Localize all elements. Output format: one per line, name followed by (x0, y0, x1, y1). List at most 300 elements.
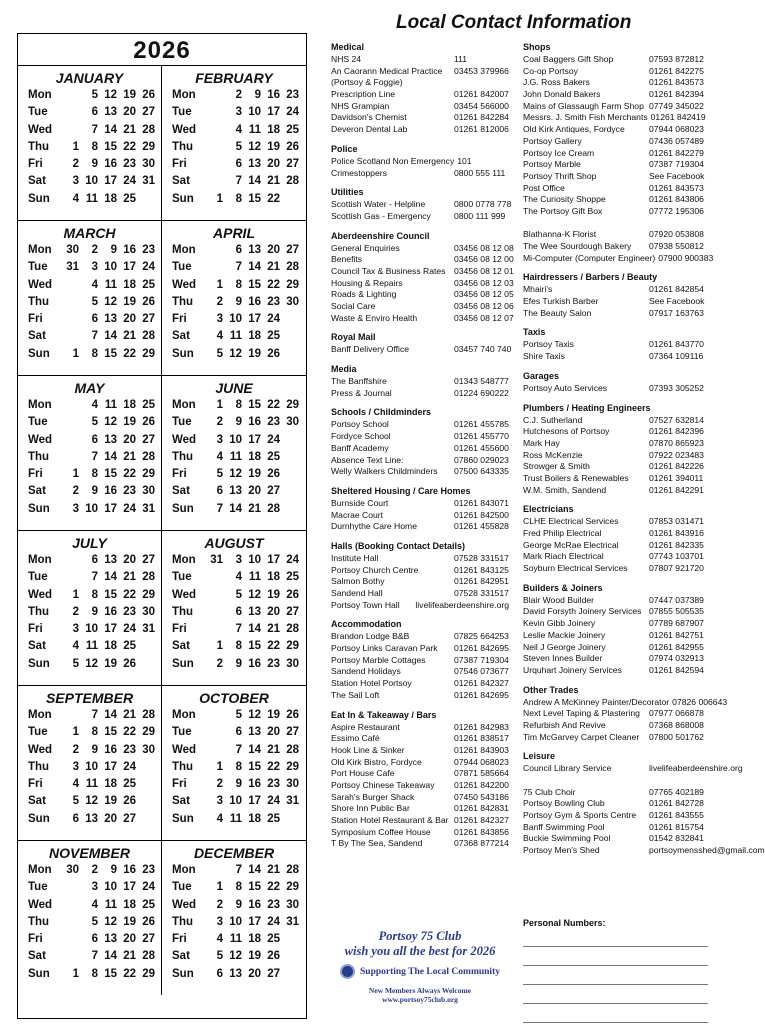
contact-number: 07825 664253 (454, 631, 509, 642)
date-cell: 25 (286, 571, 299, 584)
date-cell: 20 (248, 967, 261, 980)
date-cell (60, 948, 79, 965)
date-cell: 30 (66, 244, 79, 256)
date-cell: 1 (216, 399, 223, 411)
contact-number: 101 (457, 155, 472, 166)
weekday-label: Fri (28, 778, 43, 791)
date-cell: 28 (286, 261, 299, 274)
date-cell: 4 (72, 640, 79, 653)
date-cell: 2 (216, 295, 223, 308)
contact-number: 01261 455770 (454, 431, 509, 442)
date-cell: 9 (235, 898, 242, 911)
date-cell: 7 (91, 571, 98, 584)
date-cell: 15 (248, 881, 261, 894)
date-cell: 25 (142, 278, 155, 291)
contact-number: 03456 08 12 08 (454, 242, 514, 253)
week-day-row (18, 742, 161, 759)
year-calendar (17, 33, 307, 1019)
weekday-label: Wed (172, 433, 197, 446)
week-day-row (162, 914, 306, 931)
date-cell: 23 (267, 778, 280, 791)
date-cell: 23 (142, 864, 155, 876)
date-cell: 11 (85, 640, 98, 653)
contact-number: 01261 842594 (649, 664, 704, 675)
date-cell: 18 (123, 278, 136, 291)
contact-number: 07944 068023 (454, 756, 509, 767)
date-cell: 16 (248, 416, 261, 429)
date-cell: 30 (142, 158, 155, 171)
date-cell: 25 (286, 123, 299, 136)
contact-name: Sarah's Burger Shack (331, 791, 415, 802)
contact-entry (331, 156, 509, 168)
date-cell: 29 (142, 140, 155, 153)
contact-section (331, 331, 512, 356)
contact-number: 07749 345022 (649, 100, 704, 111)
contact-number: 01261 842284 (454, 112, 509, 123)
weekday-label: Tue (172, 416, 192, 429)
date-cell: 30 (286, 898, 299, 911)
contact-name: Portsoy Men's Shed (523, 845, 600, 856)
contact-number: 01261 842854 (649, 284, 704, 295)
date-cell (204, 862, 223, 879)
date-cell: 3 (216, 433, 223, 446)
date-cell: 14 (104, 709, 117, 721)
weekday-label: Fri (172, 468, 187, 481)
date-cell: 26 (286, 709, 299, 721)
date-cell: 17 (104, 502, 117, 515)
date-cell: 11 (104, 278, 117, 291)
contact-number (451, 77, 509, 89)
contact-entry (331, 66, 509, 78)
weekday-label: Sun (172, 657, 194, 670)
date-cell: 24 (286, 554, 299, 566)
date-cell (136, 759, 155, 776)
date-cell: 5 (91, 89, 98, 101)
date-cell (60, 294, 79, 311)
date-cell: 9 (235, 657, 242, 670)
contact-entry (523, 136, 708, 148)
contact-entry (331, 588, 509, 600)
date-cell: 21 (123, 709, 136, 721)
date-cell: 30 (286, 295, 299, 308)
date-cell (136, 811, 155, 828)
date-cell: 10 (85, 175, 98, 188)
section-title: Hairdressers / Barbers / Beauty (523, 272, 658, 283)
contact-number: portsoymensshed@gmail.com (649, 845, 765, 856)
date-cell: 25 (267, 450, 280, 463)
date-cell: 6 (91, 313, 98, 326)
month-block (18, 220, 162, 375)
contact-entry (523, 66, 708, 78)
date-cell: 15 (104, 967, 117, 980)
date-cell: 18 (123, 399, 136, 411)
date-cell: 7 (216, 502, 223, 515)
contact-name: Portsoy Chinese Takeaway (331, 779, 435, 790)
date-cell: 29 (142, 726, 155, 739)
week-day-row (18, 483, 161, 500)
contact-name: Portsoy Ice Cream (523, 147, 595, 158)
contacts-column-left (331, 41, 514, 857)
club-notice (331, 929, 509, 1004)
date-cell: 20 (123, 313, 136, 326)
contact-name: C.J. Sutherland (523, 414, 583, 425)
week-day-row (162, 587, 306, 604)
date-cell: 16 (123, 864, 136, 876)
contact-entry (331, 643, 509, 655)
date-cell: 12 (104, 89, 117, 101)
date-cell: 16 (104, 605, 117, 618)
weekday-label: Mon (28, 89, 52, 101)
date-cell: 10 (104, 261, 117, 274)
section-title: Media (331, 364, 357, 375)
date-cell (280, 966, 299, 983)
date-cell: 5 (72, 795, 79, 808)
week-day-row (18, 897, 161, 914)
date-cell: 11 (248, 571, 261, 584)
date-cell: 17 (104, 760, 117, 773)
date-cell (280, 449, 299, 466)
contact-entry (523, 732, 708, 744)
contact-entry (523, 618, 708, 630)
personal-numbers-title: Personal Numbers: (523, 918, 606, 928)
contact-number: livelifeaberdeenshire.org (415, 599, 509, 610)
date-cell: 4 (91, 399, 98, 411)
date-cell: 23 (123, 605, 136, 618)
date-cell: 24 (267, 313, 280, 326)
date-cell: 10 (85, 623, 98, 636)
date-cell: 8 (91, 468, 98, 481)
club-banner (331, 964, 509, 979)
contact-entry (523, 540, 708, 552)
date-cell: 20 (104, 812, 117, 825)
week-day-row (162, 122, 306, 139)
date-cell (60, 449, 79, 466)
contact-entry (523, 77, 708, 89)
contact-entry (523, 485, 708, 497)
contact-number: 07974 032913 (649, 653, 704, 664)
contact-entry (523, 89, 708, 101)
calendar-grid (18, 65, 306, 995)
contact-section (331, 363, 509, 399)
contact-number: 01261 455785 (454, 419, 509, 430)
weekday-label: Sun (28, 812, 50, 825)
contact-number: 07368 868008 (649, 719, 704, 730)
date-cell: 8 (91, 347, 98, 360)
date-cell: 24 (286, 106, 299, 119)
date-cell (204, 604, 223, 621)
date-cell: 22 (267, 192, 280, 205)
date-cell: 9 (235, 416, 242, 429)
week-day-row (18, 414, 161, 431)
weekday-label: Fri (172, 778, 187, 791)
contact-number: 01224 690222 (454, 387, 509, 398)
contact-name: Blathanna-K Florist (523, 229, 597, 240)
date-cell: 17 (248, 915, 261, 928)
contact-entry (523, 763, 743, 775)
week-day-row (18, 931, 161, 948)
contact-name: (Portsoy & Foggie) (331, 77, 403, 88)
date-cell: 17 (104, 623, 117, 636)
contact-entry (523, 284, 708, 296)
week-day-row (18, 811, 161, 828)
contact-entry (331, 757, 509, 769)
contact-name: Mark Riach Electrical (523, 551, 604, 562)
contact-number: 07860 029023 (454, 454, 509, 465)
weekday-label: Thu (172, 915, 194, 928)
date-cell: 1 (72, 347, 79, 360)
weekday-label: Thu (28, 915, 50, 928)
contact-name: Institute Hall (331, 552, 379, 563)
date-cell: 22 (267, 881, 280, 894)
date-cell: 5 (216, 347, 223, 360)
date-cell: 27 (142, 933, 155, 946)
contact-entry (523, 159, 708, 171)
contact-number: livelifeaberdeenshire.org (649, 763, 743, 774)
contact-name: Trust Boilers & Renewables (523, 472, 629, 483)
date-cell: 5 (235, 588, 242, 601)
date-cell: 16 (104, 158, 117, 171)
date-cell (280, 432, 299, 449)
date-cell: 10 (85, 760, 98, 773)
contact-entry (523, 218, 708, 230)
weekday-label: Tue (28, 726, 48, 739)
contact-entry (523, 415, 708, 427)
club-members-note: New Members Always Welcome (368, 986, 472, 995)
date-cell: 19 (123, 915, 136, 928)
month-name: OCTOBER (199, 690, 269, 706)
date-cell: 31 (142, 502, 155, 515)
contact-name: An Caorann Medical Practice (331, 65, 443, 76)
date-cell: 27 (286, 605, 299, 618)
contact-entry (331, 815, 509, 827)
week-day-row (18, 569, 161, 586)
weekday-label: Sat (172, 485, 190, 498)
date-cell: 11 (229, 933, 242, 946)
date-cell: 13 (104, 554, 117, 566)
date-cell: 26 (142, 89, 155, 101)
contact-name: Neil J George Joinery (523, 641, 606, 652)
contact-name: Old Kirk Antiques, Fordyce (523, 124, 625, 135)
date-cell: 21 (123, 123, 136, 136)
week-day-row (18, 759, 161, 776)
month-name: NOVEMBER (49, 845, 130, 861)
contact-entry (331, 54, 509, 66)
week-day-row (18, 432, 161, 449)
contact-entry (331, 553, 509, 565)
date-cell: 26 (123, 657, 136, 670)
month-block (162, 65, 306, 220)
date-cell: 22 (267, 399, 280, 411)
date-cell: 26 (142, 416, 155, 429)
contact-name: Deveron Dental Lab (331, 124, 408, 135)
contact-name: Mhairi's (523, 284, 553, 295)
contact-entry (523, 148, 708, 160)
contact-name: The Banffshire (331, 376, 387, 387)
week-day-row (18, 656, 161, 673)
club-name: Portsoy 75 Club (378, 929, 462, 943)
contact-name: Mains of Glassaugh Farm Shop (523, 100, 644, 111)
week-day-row (162, 862, 306, 879)
week-day-row (18, 862, 161, 879)
date-cell: 4 (72, 192, 79, 205)
contact-entry (523, 339, 708, 351)
week-day-row (18, 466, 161, 483)
weekday-label: Mon (172, 399, 196, 411)
week-day-row (18, 449, 161, 466)
contact-name: Aspire Restaurant (331, 721, 400, 732)
contact-section (523, 370, 708, 395)
contact-entry (331, 690, 509, 702)
date-cell: 31 (286, 915, 299, 928)
date-cell: 6 (235, 726, 242, 739)
date-cell: 17 (267, 554, 280, 566)
date-cell: 9 (91, 605, 98, 618)
date-cell (204, 569, 223, 586)
contact-name: Co-op Portsoy (523, 65, 578, 76)
contact-name: Andrew A McKinney Painter/Decorator (523, 696, 670, 707)
date-cell: 1 (72, 140, 79, 153)
date-cell: 22 (123, 726, 136, 739)
contact-entry (331, 466, 509, 478)
section-title: Electricians (523, 504, 574, 515)
date-cell: 19 (123, 416, 136, 429)
date-cell: 18 (104, 192, 117, 205)
contact-section (331, 406, 509, 477)
contact-name: NHS 24 (331, 54, 362, 64)
contact-number: 01261 394011 (649, 472, 704, 483)
contact-number: 07436 057489 (649, 135, 704, 146)
date-cell: 25 (267, 330, 280, 343)
contact-entry (523, 296, 708, 308)
date-cell: 6 (235, 605, 242, 618)
club-website[interactable]: www.portsoy75club.org (382, 995, 458, 1004)
date-cell: 27 (142, 554, 155, 566)
date-cell: 31 (66, 261, 79, 274)
week-day-row (18, 122, 161, 139)
date-cell (204, 724, 223, 741)
date-cell: 27 (142, 433, 155, 446)
date-cell: 1 (216, 640, 223, 653)
section-title: Halls (Booking Contact Details) (331, 540, 466, 551)
date-cell: 28 (142, 950, 155, 963)
week-day-row (18, 242, 161, 259)
week-day-row (162, 397, 306, 414)
month-name: SEPTEMBER (45, 690, 134, 706)
contact-entry (523, 822, 708, 834)
month-name: DECEMBER (193, 845, 275, 861)
date-cell: 24 (123, 623, 136, 636)
contact-section (331, 540, 509, 611)
weekday-label: Sat (28, 175, 46, 188)
week-day-row (162, 897, 306, 914)
contact-number: 07450 543186 (454, 791, 509, 802)
week-day-row (162, 501, 306, 518)
contact-name: Portsoy Bowling Club (523, 798, 605, 809)
date-cell (280, 328, 299, 345)
date-cell: 31 (142, 175, 155, 188)
date-cell: 20 (267, 158, 280, 171)
date-cell: 22 (267, 760, 280, 773)
date-cell (60, 879, 79, 896)
weekday-label: Tue (172, 881, 192, 894)
date-cell: 6 (91, 933, 98, 946)
contact-entry (331, 211, 509, 223)
month-block (162, 375, 306, 530)
date-cell: 15 (248, 278, 261, 291)
date-cell: 11 (248, 123, 261, 136)
date-cell (60, 914, 79, 931)
date-cell: 14 (104, 123, 117, 136)
date-cell (204, 587, 223, 604)
date-cell: 16 (104, 485, 117, 498)
date-cell: 13 (248, 605, 261, 618)
weekday-label: Thu (28, 605, 50, 618)
date-cell: 19 (248, 950, 261, 963)
date-cell: 21 (267, 864, 280, 876)
weekday-label: Tue (28, 106, 48, 119)
contact-name: David Forsyth Joinery Services (523, 606, 642, 617)
week-day-row (18, 638, 161, 655)
date-cell: 14 (104, 950, 117, 963)
contact-number: 07772 195306 (649, 205, 704, 216)
contact-entry (523, 438, 708, 450)
date-cell: 7 (91, 450, 98, 463)
date-cell: 18 (267, 571, 280, 584)
contact-number: 01261 842007 (454, 89, 509, 100)
contact-number: 07528 331517 (454, 588, 509, 598)
date-cell: 26 (142, 915, 155, 928)
contact-name: Scottish Gas - Emergency (331, 210, 431, 221)
contact-entry (331, 388, 509, 400)
contact-name: W.M. Smith, Sandend (523, 484, 607, 495)
date-cell: 10 (248, 106, 261, 119)
contact-name: Brandon Lodge B&B (331, 631, 410, 642)
contact-entry (331, 443, 509, 455)
contact-section (523, 684, 728, 744)
date-cell: 15 (248, 760, 261, 773)
contact-name: Portsoy Taxis (523, 339, 574, 350)
weekday-label: Fri (28, 933, 43, 946)
date-cell: 31 (142, 623, 155, 636)
week-day-row (18, 604, 161, 621)
weekday-label: Wed (172, 278, 197, 291)
date-cell: 31 (286, 795, 299, 808)
date-cell: 2 (72, 743, 79, 756)
contact-entry (523, 229, 708, 241)
weekday-label: Tue (172, 571, 192, 584)
date-cell: 22 (123, 588, 136, 601)
section-title: Plumbers / Heating Engineers (523, 402, 651, 413)
week-day-row (18, 621, 161, 638)
blank-line (523, 984, 708, 985)
date-cell: 23 (267, 898, 280, 911)
weekday-label: Wed (172, 743, 197, 756)
date-cell: 26 (267, 468, 280, 481)
date-cell: 28 (286, 864, 299, 876)
date-cell: 8 (235, 640, 242, 653)
date-cell: 4 (235, 571, 242, 584)
date-cell: 16 (248, 295, 261, 308)
contact-entry (523, 516, 708, 528)
weekday-label: Tue (28, 881, 48, 894)
date-cell: 9 (91, 485, 98, 498)
contact-name: 75 Club Choir (523, 786, 576, 797)
contact-name: Shore Inn Public Bar (331, 803, 410, 814)
weekday-label: Sat (172, 795, 190, 808)
date-cell: 7 (235, 864, 242, 876)
month-block (18, 375, 162, 530)
date-cell: 18 (267, 123, 280, 136)
